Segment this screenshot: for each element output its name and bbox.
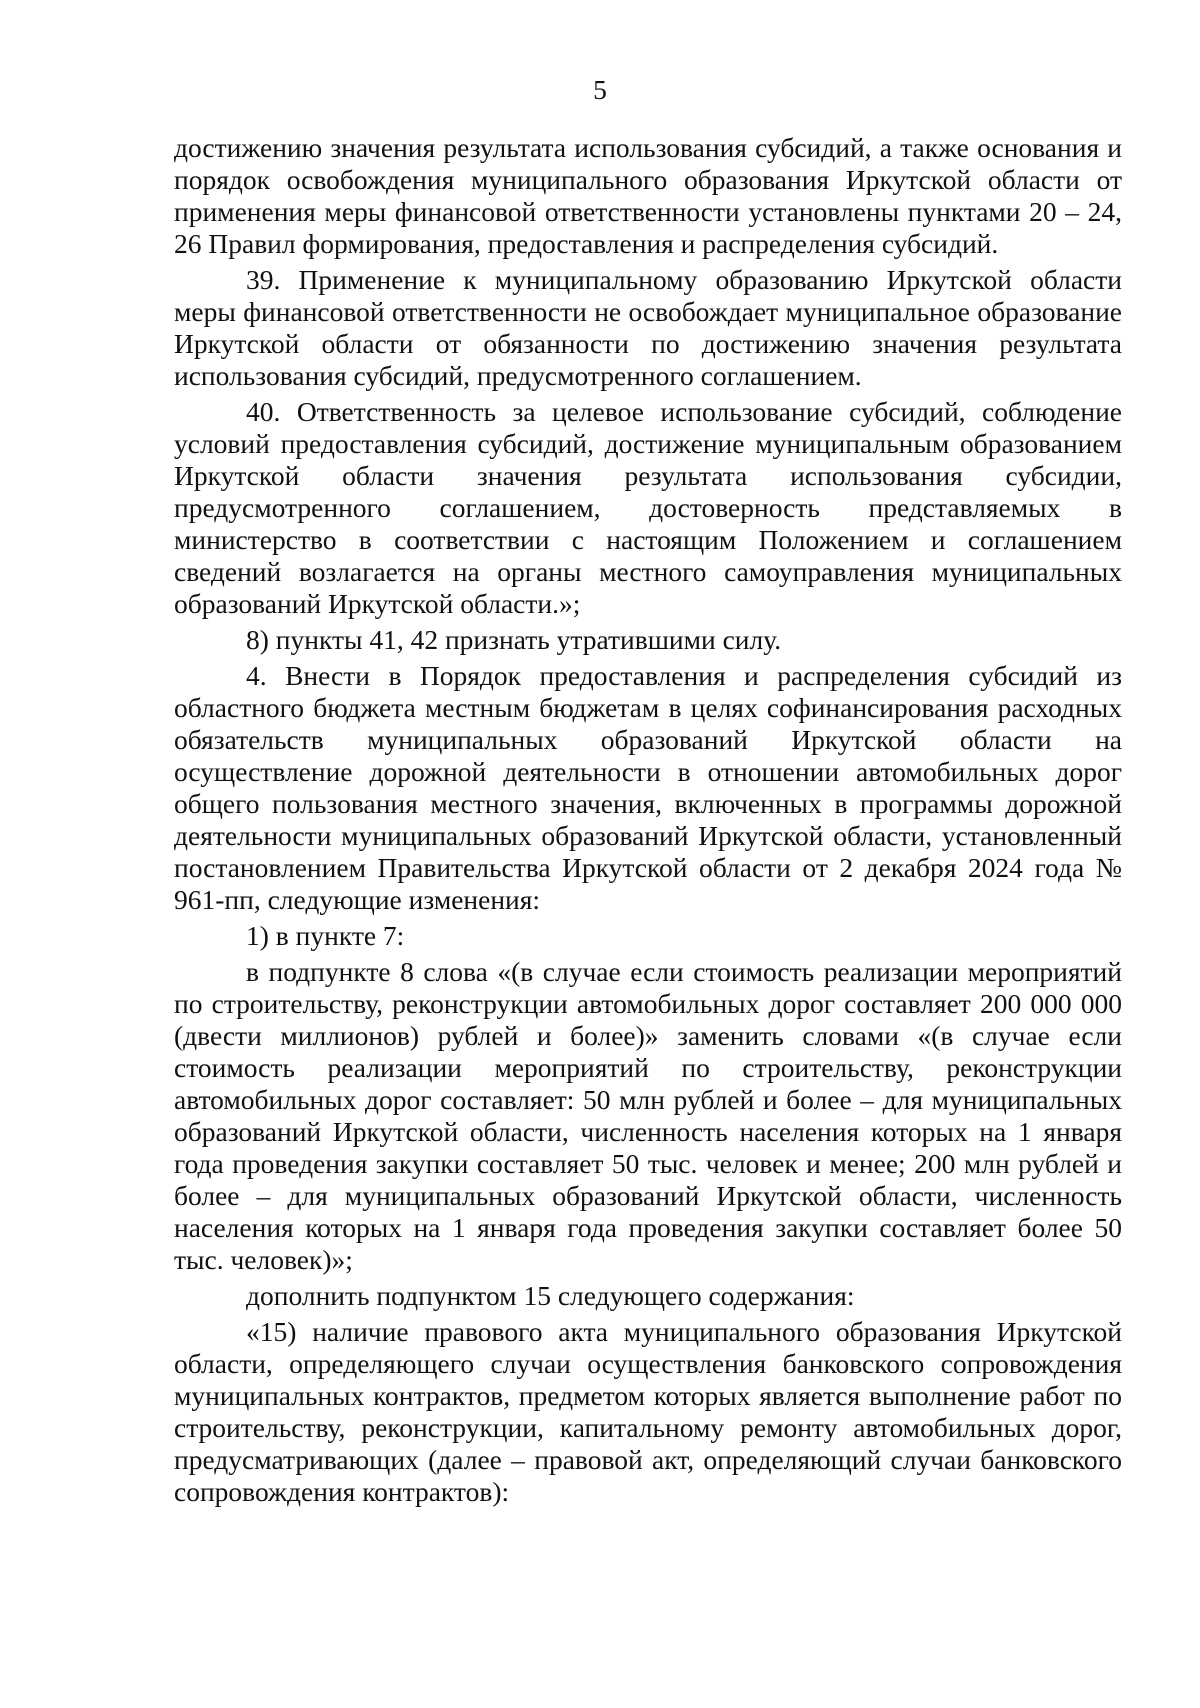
paragraph-8: 8) пункты 41, 42 признать утратившими силу. <box>246 624 782 655</box>
paragraph-4: 4. Внести в Порядок предоставления и распределения субсидий из областного бюджета местным бюджетам в целях софинансирования расходных обязательств муниципальных образований Иркутской области на осуществление дорожной деятельности в отношении автомобильных дорог общего пользования местного значения, включенных в программы дорожной деятельности муниципальных образований Иркутской области, установленный постановлением Правительства Иркутской области от 2 декабря 2024 года № 961-пп, следующие изменения: <box>174 660 1122 915</box>
paragraph-1-item-7: 1) в пункте 7: <box>246 920 405 951</box>
paragraph-subitem-15: «15) наличие правового акта муниципального образования Иркутской области, определяющего случаи осуществления банковского сопровождения муниципальных контрактов, предметом которых является выполнение работ по строительству, реконструкции, капитальному ремонту автомобильных дорог, предусматривающих (далее – правовой акт, определяющий случаи банковского сопровождения контрактов): <box>174 1316 1122 1507</box>
paragraph-continuation: достижению значения результата использования субсидий, а также основания и порядок освобождения муниципального образования Иркутской области от применения меры финансовой ответственности установлены пунктами 20 – 24, 26 Правил формирования, предоставления и распределения субсидий. <box>174 132 1122 259</box>
paragraph-39: 39. Применение к муниципальному образованию Иркутской области меры финансовой ответственности не освобождает муниципальное образование Иркутской области от обязанности по достижению значения результата использования субсидий, предусмотренного соглашением. <box>174 264 1122 391</box>
paragraph-subitem-8: в подпункте 8 слова «(в случае если стоимость реализации мероприятий по строительству, реконструкции автомобильных дорог составляет 200 000 000 (двести миллионов) рублей и более)» заменить словами «(в случае если стоимость реализации мероприятий по строительству, реконструкции автомобильных дорог составляет: 50 млн рублей и более – для муниципальных образований Иркутской области, численность населения которых на 1 января года проведения закупки составляет 50 тыс. человек и менее; 200 млн рублей и более – для муниципальных образований Иркутской области, численность населения которых на 1 января года проведения закупки составляет более 50 тыс. человек)»; <box>174 956 1122 1275</box>
document-body <box>174 132 1122 1508</box>
page-number: 5 <box>593 74 607 105</box>
paragraph-40: 40. Ответственность за целевое использование субсидий, соблюдение условий предоставления субсидий, достижение муниципальным образованием Иркутской области значения результата использования субсидии, предусмотренного соглашением, достоверность представляемых в министерство в соответствии с настоящим Положением и соглашением сведений возлагается на органы местного самоуправления муниципальных образований Иркутской области.»; <box>174 396 1122 619</box>
paragraph-add-subitem-15: дополнить подпунктом 15 следующего содержания: <box>246 1280 855 1311</box>
